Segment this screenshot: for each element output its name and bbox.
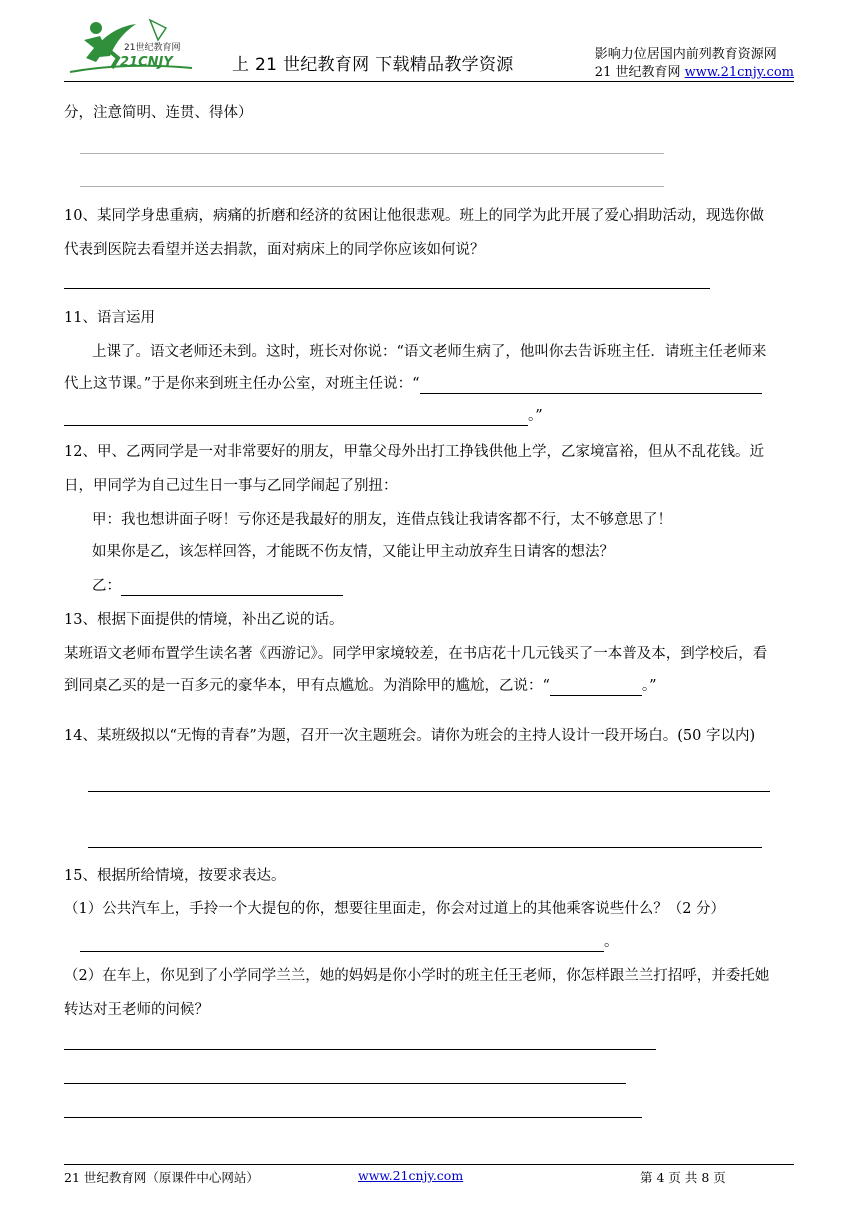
answer-blank[interactable] xyxy=(80,153,664,154)
q13-line2-end: 。” xyxy=(641,678,657,694)
answer-blank[interactable] xyxy=(80,186,664,187)
q12-line4: 如果你是乙，该怎样回答，才能既不伤友情，又能让甲主动放弃生日请客的想法？ xyxy=(92,544,614,560)
answer-blank[interactable] xyxy=(550,679,642,696)
answer-blank[interactable] xyxy=(64,409,528,426)
footer-link[interactable]: www.21cnjy.com xyxy=(358,1168,464,1183)
footer-divider xyxy=(64,1164,794,1165)
q13-title: 13、根据下面提供的情境，补出乙说的话。 xyxy=(64,612,344,628)
q11-line2 xyxy=(64,374,762,394)
q12-line1: 12、甲、乙两同学是一对非常要好的朋友，甲靠父母外出打工挣钱供他上学，乙家境富裕，但从不乱花钱。近 xyxy=(64,444,764,460)
q15-sub1-end: 。 xyxy=(604,934,619,950)
text-line: 分，注意简明、连贯、得体） xyxy=(64,105,253,121)
q14-line: 14、某班级拟以“无悔的青春”为题，召开一次主题班会。请你为班会的主持人设计一段开场白。(50 字以内) xyxy=(64,728,756,744)
footer-left: 21 世纪教育网（原课件中心网站） xyxy=(64,1170,259,1185)
q10-line2: 代表到医院去看望并送去捐款，面对病床上的同学你应该如何说？ xyxy=(64,242,485,258)
q12-speaker: 乙： xyxy=(92,578,121,594)
site-logo xyxy=(66,18,196,76)
answer-blank[interactable] xyxy=(80,935,604,952)
q12-line2: 日，甲同学为自己过生日一事与乙同学闹起了别扭： xyxy=(64,478,398,494)
q12-line5 xyxy=(92,576,343,596)
q15-sub1: （1）公共汽车上，手拎一个大提包的你，想要往里面走，你会对过道上的其他乘客说些什么？（2 分） xyxy=(64,901,726,917)
header-divider xyxy=(64,81,794,82)
answer-blank[interactable] xyxy=(64,1049,656,1050)
header-site-link[interactable]: www.21cnjy.com xyxy=(684,65,794,80)
answer-blank[interactable] xyxy=(64,1083,626,1084)
q15-sub2-line2: 转达对王老师的问候？ xyxy=(64,1002,209,1018)
q10-line1: 10、某同学身患重病，病痛的折磨和经济的贫困让他很悲观。班上的同学为此开展了爱心捐助活动，现选你做 xyxy=(64,208,764,224)
answer-blank[interactable] xyxy=(88,847,762,848)
q15-sub1-answer xyxy=(80,932,619,952)
q11-line3 xyxy=(64,406,543,426)
footer-page-number: 第 4 页 共 8 页 xyxy=(640,1170,726,1185)
q12-line3: 甲：我也想讲面子呀！亏你还是我最好的朋友，连借点钱让我请客都不行，太不够意思了！ xyxy=(92,512,672,528)
answer-blank[interactable] xyxy=(121,579,343,596)
header-site-name: 21 世纪教育网 xyxy=(594,65,685,80)
answer-blank[interactable] xyxy=(420,377,762,394)
header-slogan: 影响力位居国内前列教育资源网 xyxy=(594,47,777,62)
q15-sub2-line1: （2）在车上，你见到了小学同学兰兰，她的妈妈是你小学时的班主任王老师，你怎样跟兰兰打招呼，并委托她 xyxy=(64,968,770,984)
q11-line2-text: 代上这节课。”于是你来到班主任办公室，对班主任说：“ xyxy=(64,376,420,392)
answer-blank[interactable] xyxy=(64,1117,642,1118)
answer-blank[interactable] xyxy=(64,288,710,289)
q13-line2 xyxy=(64,676,657,696)
header-right xyxy=(595,46,794,82)
q13-line1: 某班语文老师布置学生读名著《西游记》。同学甲家境较差，在书店花十几元钱买了一本普及本，到学校后，看 xyxy=(64,646,768,662)
header-title: 上 21 世纪教育网 下载精品教学资源 xyxy=(232,55,514,75)
answer-blank[interactable] xyxy=(88,791,770,792)
q11-line3-end: 。” xyxy=(528,408,543,424)
logo-text-top: 21世纪教育网 xyxy=(124,43,181,53)
logo-text-bottom: 21CNJY xyxy=(120,55,173,70)
header-site-line xyxy=(595,64,794,82)
q15-title: 15、根据所给情境，按要求表达。 xyxy=(64,868,286,884)
q11-title: 11、语言运用 xyxy=(64,310,155,326)
q13-line2-text: 到同桌乙买的是一百多元的豪华本，甲有点尴尬。为消除甲的尴尬，乙说：“ xyxy=(64,678,550,694)
footer-center xyxy=(358,1168,463,1183)
page-header xyxy=(0,0,860,90)
q11-line1: 上课了。语文老师还未到。这时，班长对你说：“语文老师生病了，他叫你去告诉班主任．请班主任老师来 xyxy=(92,344,767,360)
